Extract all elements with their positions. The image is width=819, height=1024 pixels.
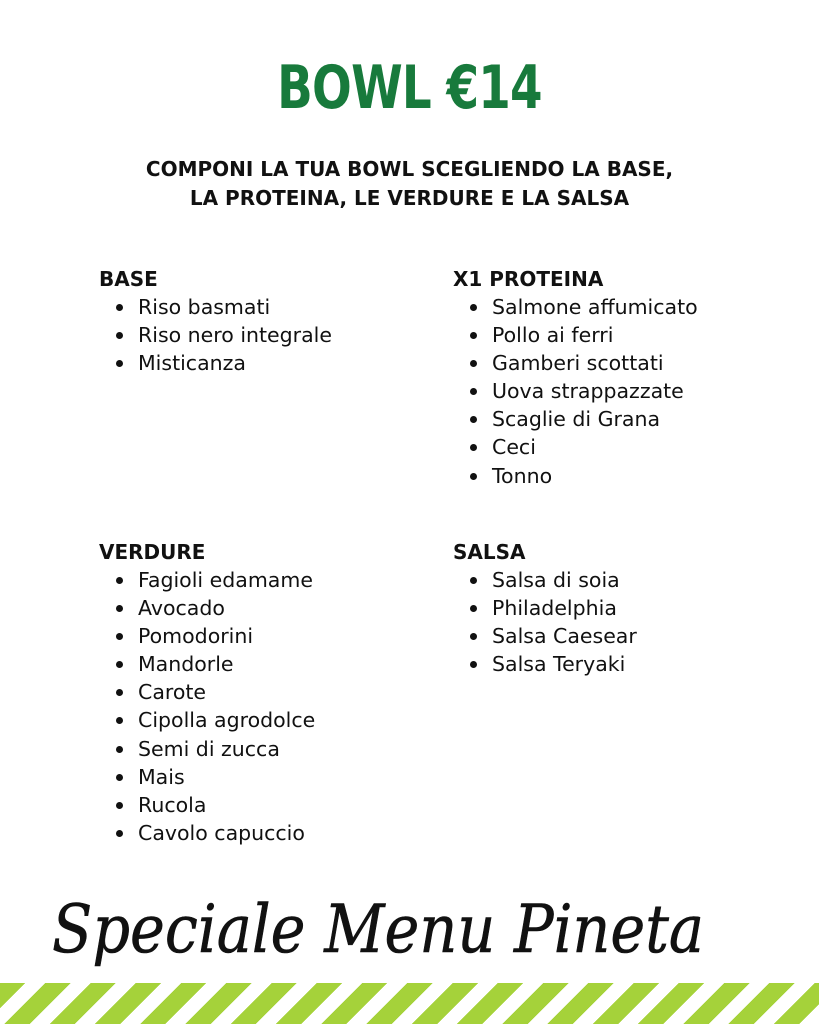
section-base (99, 265, 332, 377)
list-item: Semi di zucca (99, 735, 315, 763)
section-heading: SALSA (453, 540, 526, 564)
list-item: Salmone affumicato (453, 293, 698, 321)
list-item: Uova strappazzate (453, 377, 698, 405)
signature-svg (40, 880, 720, 980)
list-item: Cavolo capuccio (99, 819, 315, 847)
list-item: Misticanza (99, 349, 332, 377)
list-item: Riso nero integrale (99, 321, 332, 349)
signature-script (40, 880, 720, 980)
list-item: Mais (99, 763, 315, 791)
list-item: Cipolla agrodolce (99, 706, 315, 734)
page-title: BOWL €14 (277, 53, 542, 123)
section-heading: X1 PROTEINA (453, 267, 604, 291)
list-item: Tonno (453, 462, 698, 490)
list-item: Pomodorini (99, 622, 315, 650)
section-salsa (453, 538, 637, 678)
list-item: Avocado (99, 594, 315, 622)
list-item: Rucola (99, 791, 315, 819)
section-list (453, 566, 637, 678)
section-verdure (99, 538, 315, 847)
list-item: Riso basmati (99, 293, 332, 321)
subtitle-line-1: COMPONI LA TUA BOWL SCEGLIENDO LA BASE, (145, 157, 674, 181)
list-item: Salsa Teryaki (453, 650, 637, 678)
list-item: Ceci (453, 433, 698, 461)
list-item: Salsa di soia (453, 566, 637, 594)
signature-text: Speciale Menu Pineta (52, 891, 704, 968)
subtitle-line-2: LA PROTEINA, LE VERDURE E LA SALSA (189, 186, 630, 210)
subtitle (0, 155, 819, 213)
list-item: Scaglie di Grana (453, 405, 698, 433)
section-heading: BASE (99, 267, 158, 291)
section-list (99, 293, 332, 377)
list-item: Pollo ai ferri (453, 321, 698, 349)
section-heading: VERDURE (99, 540, 206, 564)
list-item: Carote (99, 678, 315, 706)
list-item: Fagioli edamame (99, 566, 315, 594)
list-item: Philadelphia (453, 594, 637, 622)
section-proteina (453, 265, 698, 490)
list-item: Gamberi scottati (453, 349, 698, 377)
section-list (99, 566, 315, 847)
section-list (453, 293, 698, 490)
list-item: Mandorle (99, 650, 315, 678)
list-item: Salsa Caesear (453, 622, 637, 650)
decorative-stripes (0, 983, 819, 1024)
